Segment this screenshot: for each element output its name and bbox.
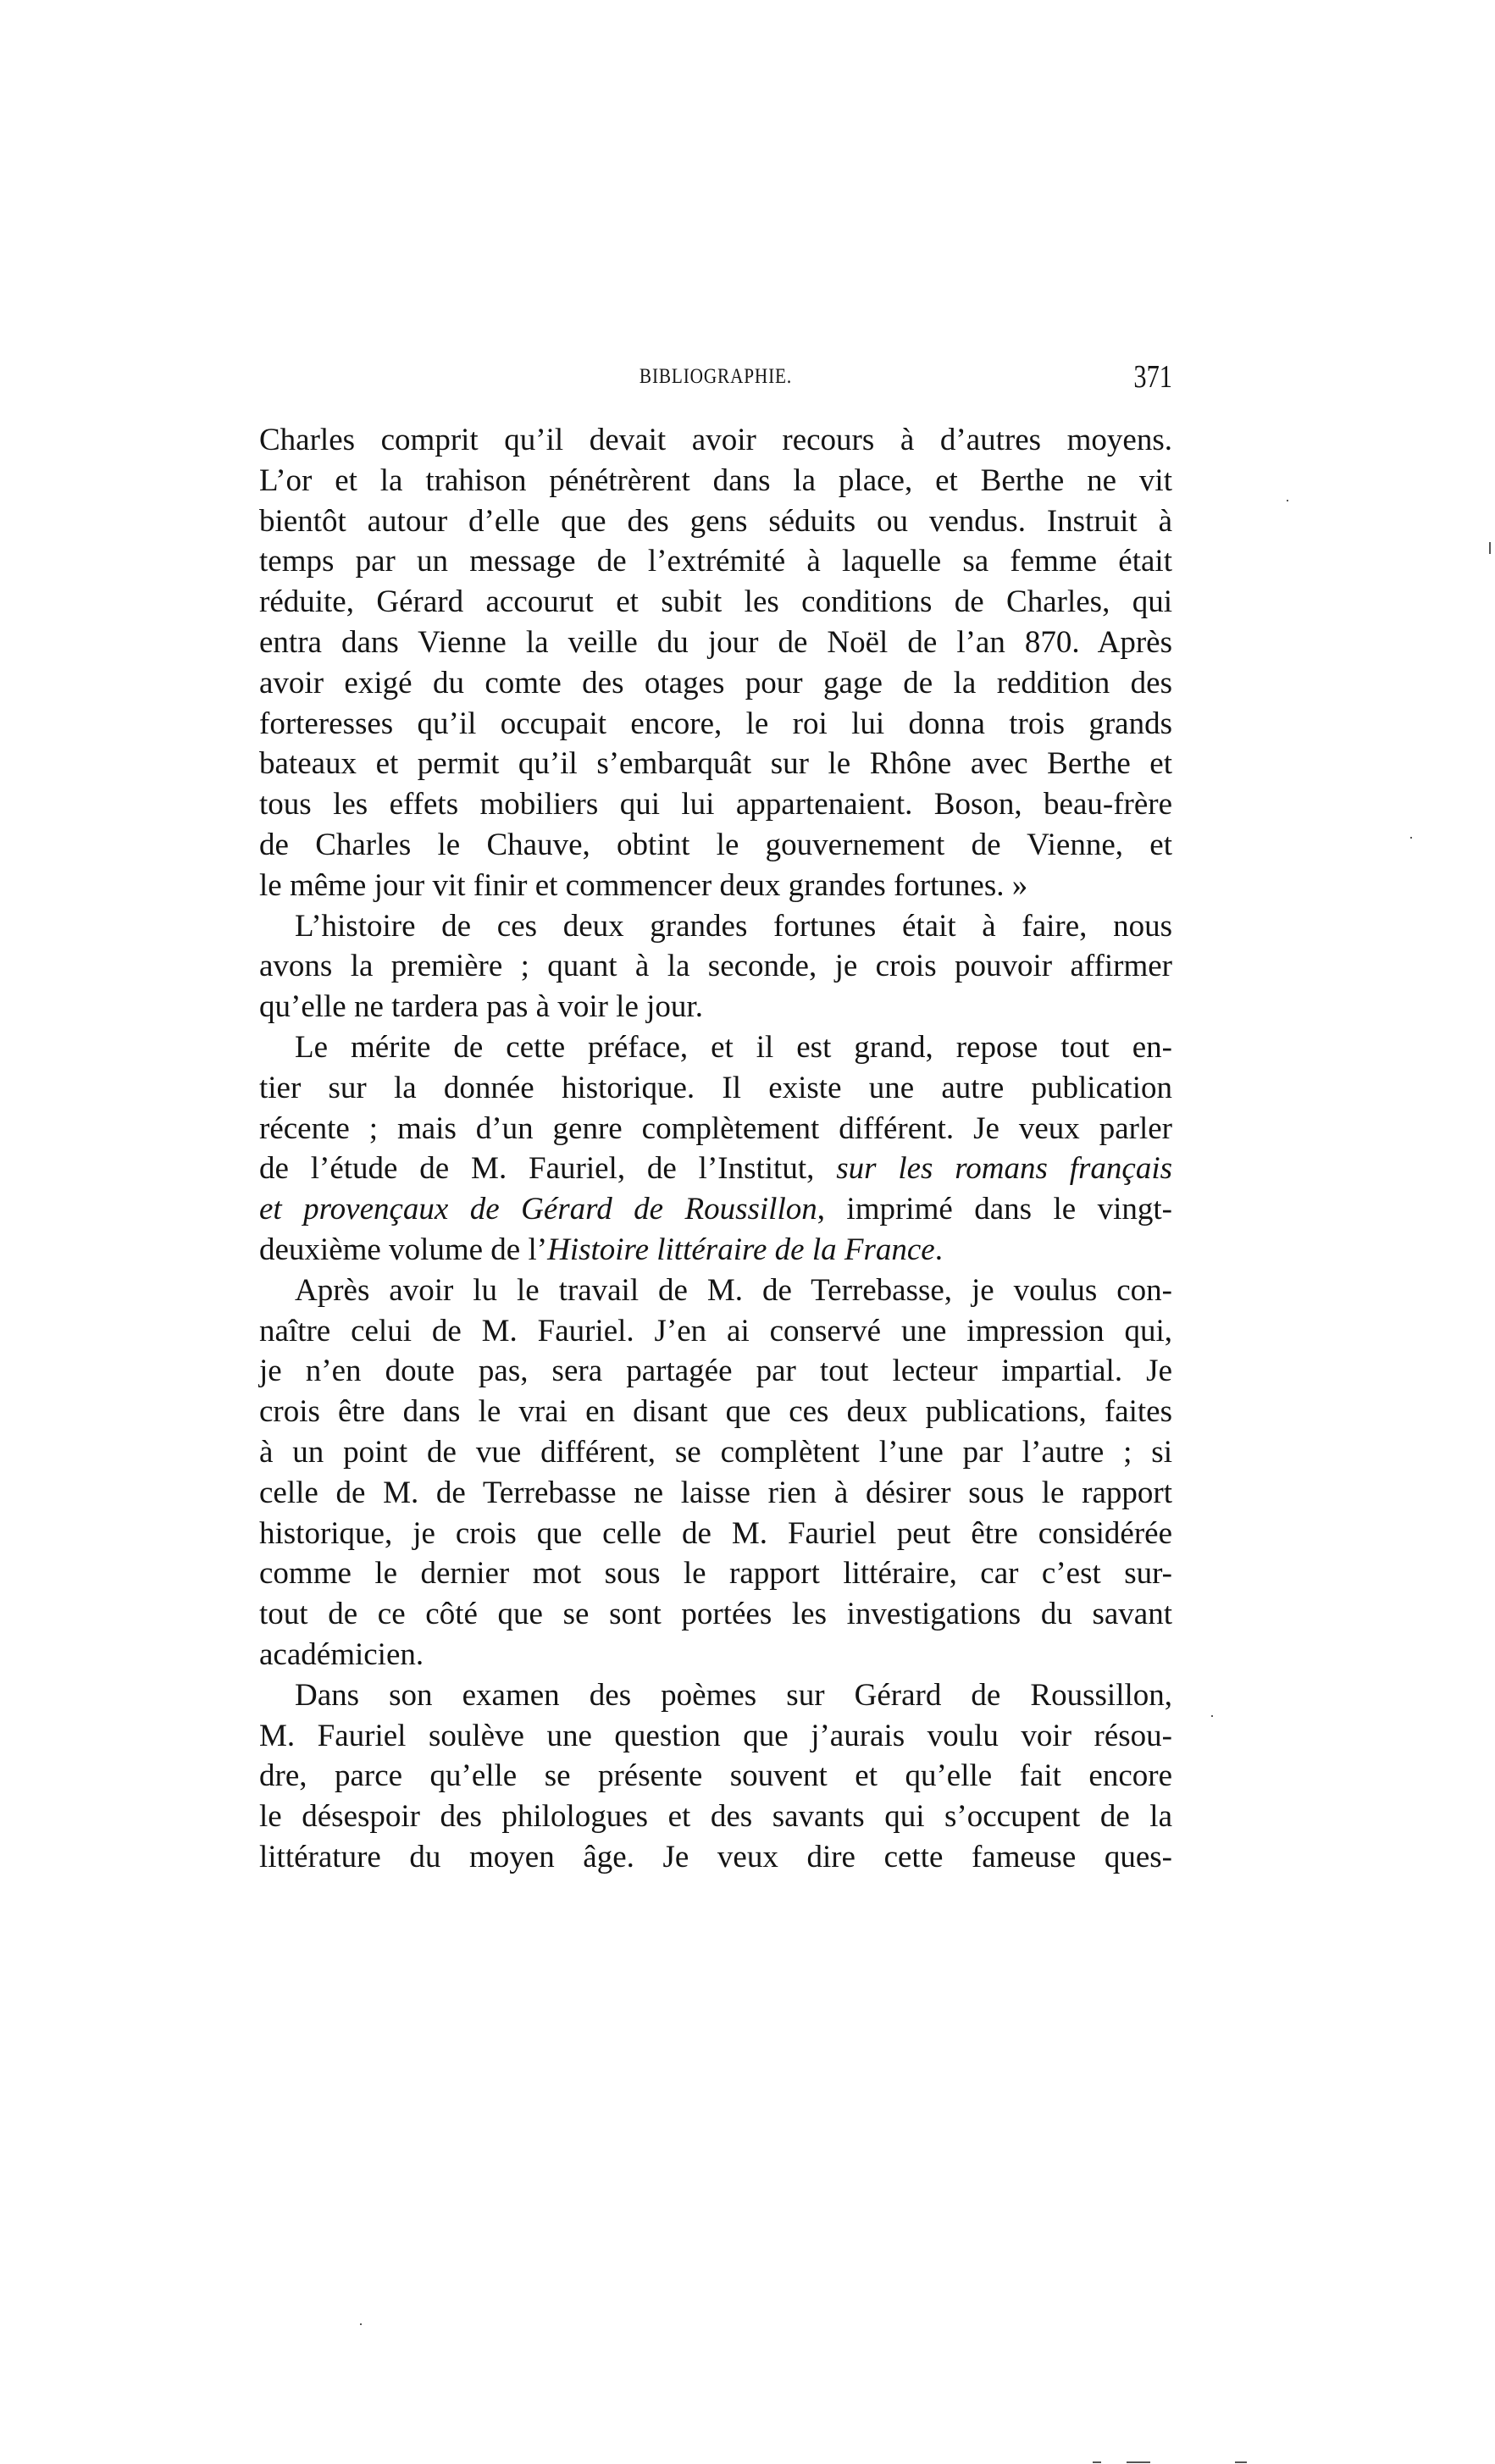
italic-title: Histoire littéraire de la France xyxy=(547,1232,935,1267)
text-line-content: à un point de vue différent, se complètent l’une par l’autre ; si xyxy=(259,1434,1172,1470)
text-line-content: L’or et la trahison pénétrèrent dans la place, et Berthe ne vit xyxy=(259,462,1172,498)
text-line xyxy=(259,420,1172,461)
text-line xyxy=(259,1553,1172,1594)
page-header xyxy=(259,360,1172,397)
text-line xyxy=(259,1473,1172,1514)
text-line-content: Charles comprit qu’il devait avoir recours à d’autres moyens. xyxy=(259,423,1172,457)
text-line xyxy=(259,906,1172,947)
scan-speck xyxy=(1211,1715,1213,1717)
text-line xyxy=(259,1594,1172,1635)
text-line xyxy=(259,1189,1172,1230)
text-line-content: bientôt autour d’elle que des gens séduits ou vendus. Instruit à xyxy=(259,503,1172,539)
text-line-content: bateaux et permit qu’il s’embarquât sur le Rhône avec Berthe et xyxy=(259,746,1172,782)
text-line xyxy=(259,1271,1172,1311)
text-line xyxy=(259,501,1172,542)
scan-speck xyxy=(1287,500,1288,501)
text-line xyxy=(259,1311,1172,1352)
text-line xyxy=(259,582,1172,623)
text-line xyxy=(259,1635,1172,1675)
text-line-content: Dans son examen des poèmes sur Gérard de Roussillon, xyxy=(295,1677,1172,1713)
text-line xyxy=(259,1675,1172,1716)
text-line xyxy=(259,1432,1172,1473)
text-line-content xyxy=(259,1189,1172,1230)
text-segment: , imprimé dans le vingt- xyxy=(817,1192,1172,1227)
text-line-content: tout de ce côté que se sont portées les investigations du savant xyxy=(259,1597,1172,1632)
text-line xyxy=(259,1149,1172,1189)
text-line xyxy=(259,1392,1172,1432)
text-line-content: crois être dans le vrai en disant que ces deux publications, faites xyxy=(259,1394,1172,1430)
text-segment: deuxième volume de l’ xyxy=(259,1232,548,1267)
text-line xyxy=(259,1351,1172,1392)
text-line xyxy=(259,623,1172,663)
running-head: BIBLIOGRAPHIE. xyxy=(639,365,793,388)
text-line-content: comme le dernier mot sous le rapport littéraire, car c’est sur- xyxy=(259,1556,1172,1592)
text-line-content: avoir exigé du comte des otages pour gage de la reddition des xyxy=(259,665,1172,700)
text-line-content: réduite, Gérard accourut et subit les conditions de Charles, qui xyxy=(259,584,1172,620)
text-line-content: tous les effets mobiliers qui lui appartenaient. Boson, beau-frère xyxy=(259,787,1172,822)
text-line-content: temps par un message de l’extrémité à laquelle sa femme était xyxy=(259,544,1172,579)
text-line xyxy=(259,825,1172,866)
text-line xyxy=(259,1230,1172,1271)
text-line-content: qu’elle ne tardera pas à voir le jour. xyxy=(259,989,703,1025)
text-line-content xyxy=(259,1149,1172,1189)
text-line-content: avons la première ; quant à la seconde, je crois pouvoir affirmer xyxy=(259,949,1172,984)
body-text xyxy=(259,420,1172,1878)
text-line-content xyxy=(259,1230,1172,1271)
scan-speck xyxy=(1127,2461,1150,2463)
text-line-content: L’histoire de ces deux grandes fortunes était à faire, nous xyxy=(295,908,1172,944)
text-line-content: tier sur la donnée historique. Il existe une autre publication xyxy=(259,1070,1172,1105)
scan-speck xyxy=(360,2323,362,2325)
text-line xyxy=(259,1837,1172,1878)
text-line xyxy=(259,987,1172,1027)
italic-title: et provençaux de Gérard de Roussillon xyxy=(259,1192,817,1227)
text-line-content: forteresses qu’il occupait encore, le roi lui donna trois grands xyxy=(259,706,1172,741)
text-line-content: je n’en doute pas, sera partagée par tout lecteur impartial. Je xyxy=(259,1354,1172,1389)
text-line-content: récente ; mais d’un genre complètement différent. Je veux parler xyxy=(259,1110,1172,1146)
text-line xyxy=(259,784,1172,825)
text-line-content: littérature du moyen âge. Je veux dire cette fameuse ques- xyxy=(259,1839,1172,1874)
text-line xyxy=(259,1756,1172,1797)
text-line-content: Le mérite de cette préface, et il est grand, repose tout en- xyxy=(295,1029,1172,1065)
text-line-content: le même jour vit finir et commencer deux grandes fortunes. » xyxy=(259,867,1028,903)
text-line-content: de Charles le Chauve, obtint le gouvernement de Vienne, et xyxy=(259,827,1172,862)
text-line-content: celle de M. de Terrebasse ne laisse rien à désirer sous le rapport xyxy=(259,1475,1172,1510)
scan-speck xyxy=(1489,542,1491,554)
text-line xyxy=(259,866,1172,906)
text-line xyxy=(259,461,1172,501)
text-line xyxy=(259,704,1172,745)
text-segment: . xyxy=(934,1232,943,1267)
text-line xyxy=(259,946,1172,987)
text-line-content: M. Fauriel soulève une question que j’aurais voulu voir résou- xyxy=(259,1718,1172,1753)
text-segment: de l’étude de M. Fauriel, de l’Institut, xyxy=(259,1151,837,1187)
text-line xyxy=(259,1027,1172,1068)
scan-speck xyxy=(1093,2461,1101,2463)
text-line xyxy=(259,1109,1172,1149)
italic-title: sur les romans français xyxy=(836,1151,1172,1187)
text-line xyxy=(259,1797,1172,1837)
text-line-content: historique, je crois que celle de M. Fauriel peut être considérée xyxy=(259,1515,1172,1551)
scan-speck xyxy=(1235,2461,1247,2463)
text-line-content: Après avoir lu le travail de M. de Terrebasse, je voulus con- xyxy=(295,1272,1172,1308)
text-line-content: entra dans Vienne la veille du jour de Noël de l’an 870. Après xyxy=(259,624,1172,660)
text-line-content: le désespoir des philologues et des savants qui s’occupent de la xyxy=(259,1799,1172,1835)
text-line xyxy=(259,1068,1172,1109)
text-line xyxy=(259,663,1172,704)
text-line-content: académicien. xyxy=(259,1636,424,1672)
text-line xyxy=(259,1514,1172,1554)
text-line xyxy=(259,541,1172,582)
text-line xyxy=(259,744,1172,784)
text-line xyxy=(259,1716,1172,1757)
page-number: 371 xyxy=(1133,359,1172,395)
scan-speck xyxy=(1410,837,1412,839)
text-line-content: naître celui de M. Fauriel. J’en ai conservé une impression qui, xyxy=(259,1313,1172,1348)
text-line-content: dre, parce qu’elle se présente souvent et qu’elle fait encore xyxy=(259,1758,1172,1794)
